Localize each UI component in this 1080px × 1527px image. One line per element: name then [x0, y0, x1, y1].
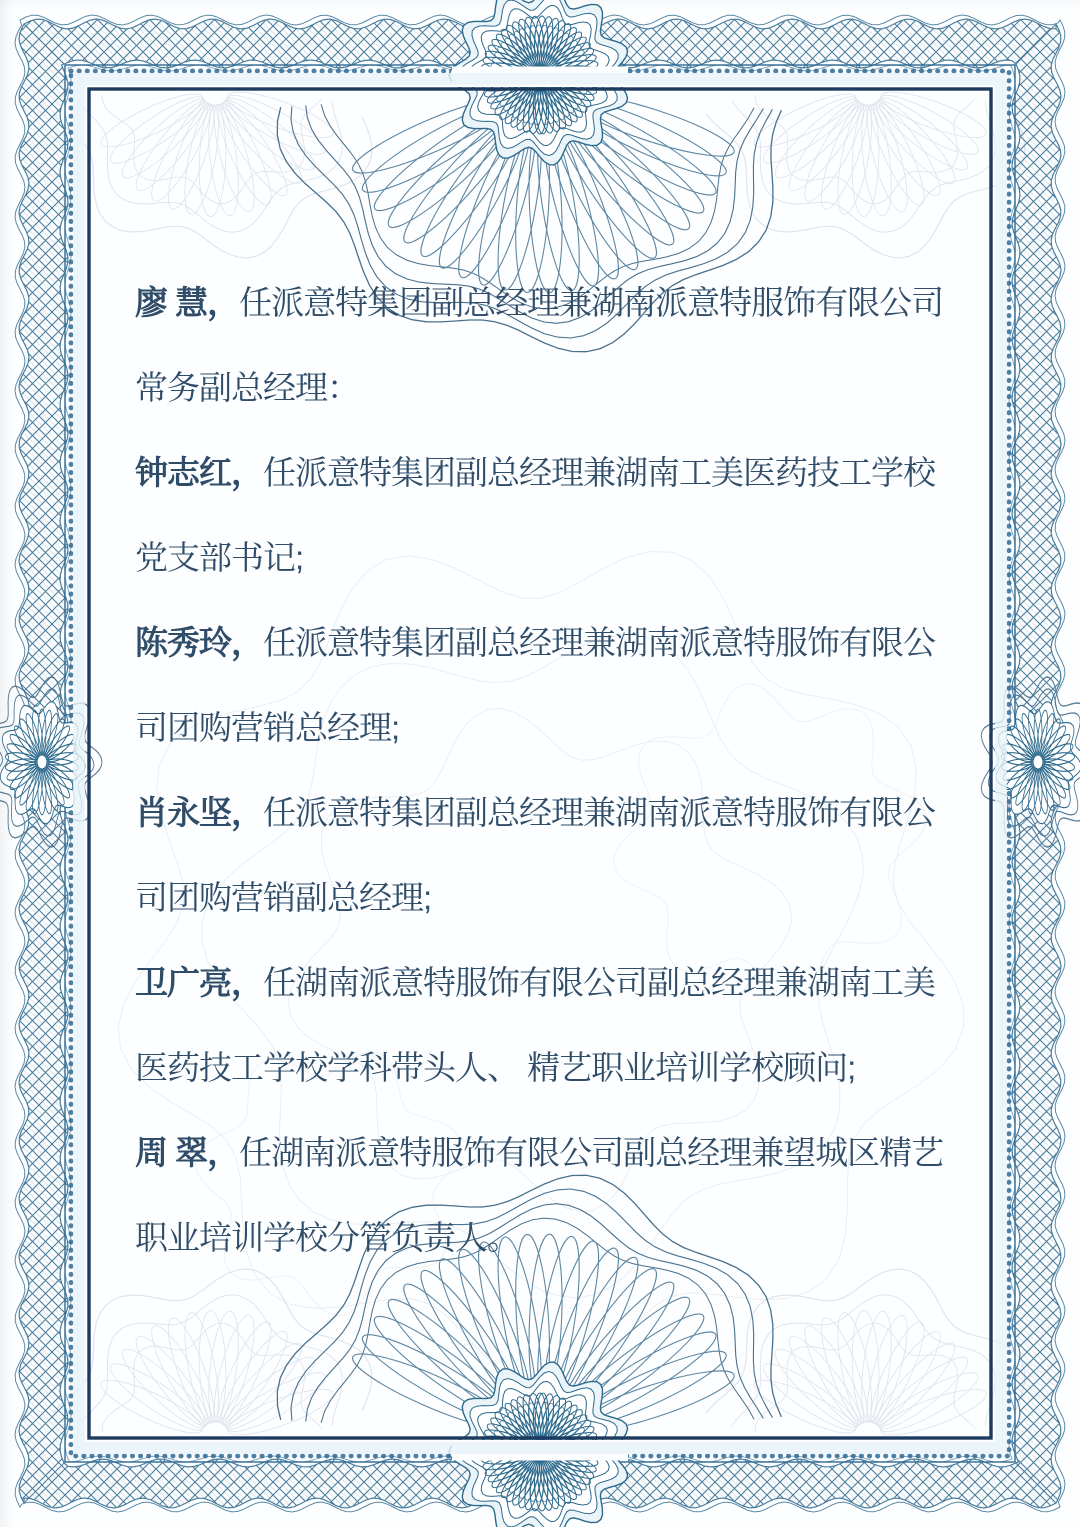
appointee-name: 肖永坚，: [135, 794, 263, 831]
appointment-text: 司团购营销总经理;: [135, 709, 400, 746]
appointment-line: [135, 430, 975, 515]
appointment-line: [135, 770, 975, 855]
appointment-line: [135, 515, 975, 600]
appointee-name: 卫广亮，: [135, 964, 263, 1001]
appointment-line: [135, 1195, 975, 1280]
appointment-line: [135, 940, 975, 1025]
appointment-text: 常务副总经理：: [135, 369, 359, 406]
appointment-line: [135, 1025, 975, 1110]
appointment-text: 任派意特集团副总经理兼湖南派意特服饰有限公司: [239, 284, 944, 321]
appointment-line: [135, 855, 975, 940]
appointment-text: 任湖南派意特服饰有限公司副总经理兼湖南工美: [263, 964, 935, 1001]
appointment-line: [135, 600, 975, 685]
appointment-line: [135, 1110, 975, 1195]
appointment-text: 党支部书记;: [135, 539, 304, 576]
appointee-name: 钟志红，: [135, 454, 263, 491]
appointment-text: 医药技工学校学科带头人、 精艺职业培训学校顾问;: [135, 1049, 856, 1086]
appointee-name: 陈秀玲，: [135, 624, 263, 661]
appointment-line: [135, 685, 975, 770]
appointment-text: 任派意特集团副总经理兼湖南派意特服饰有限公: [263, 624, 935, 661]
appointee-name: 周 翠，: [135, 1134, 240, 1171]
appointment-text: 任湖南派意特服饰有限公司副总经理兼望城区精艺: [239, 1134, 944, 1171]
appointment-text: 任派意特集团副总经理兼湖南派意特服饰有限公: [263, 794, 935, 831]
appointment-line: [135, 345, 975, 430]
appointee-name: 廖 慧，: [135, 284, 240, 321]
appointment-line: [135, 260, 975, 345]
appointment-text: 司团购营销副总经理;: [135, 879, 432, 916]
appointment-text: 任派意特集团副总经理兼湖南工美医药技工学校: [263, 454, 935, 491]
appointment-list: [135, 260, 975, 1280]
appointment-text: 职业培训学校分管负责人。: [135, 1219, 519, 1256]
